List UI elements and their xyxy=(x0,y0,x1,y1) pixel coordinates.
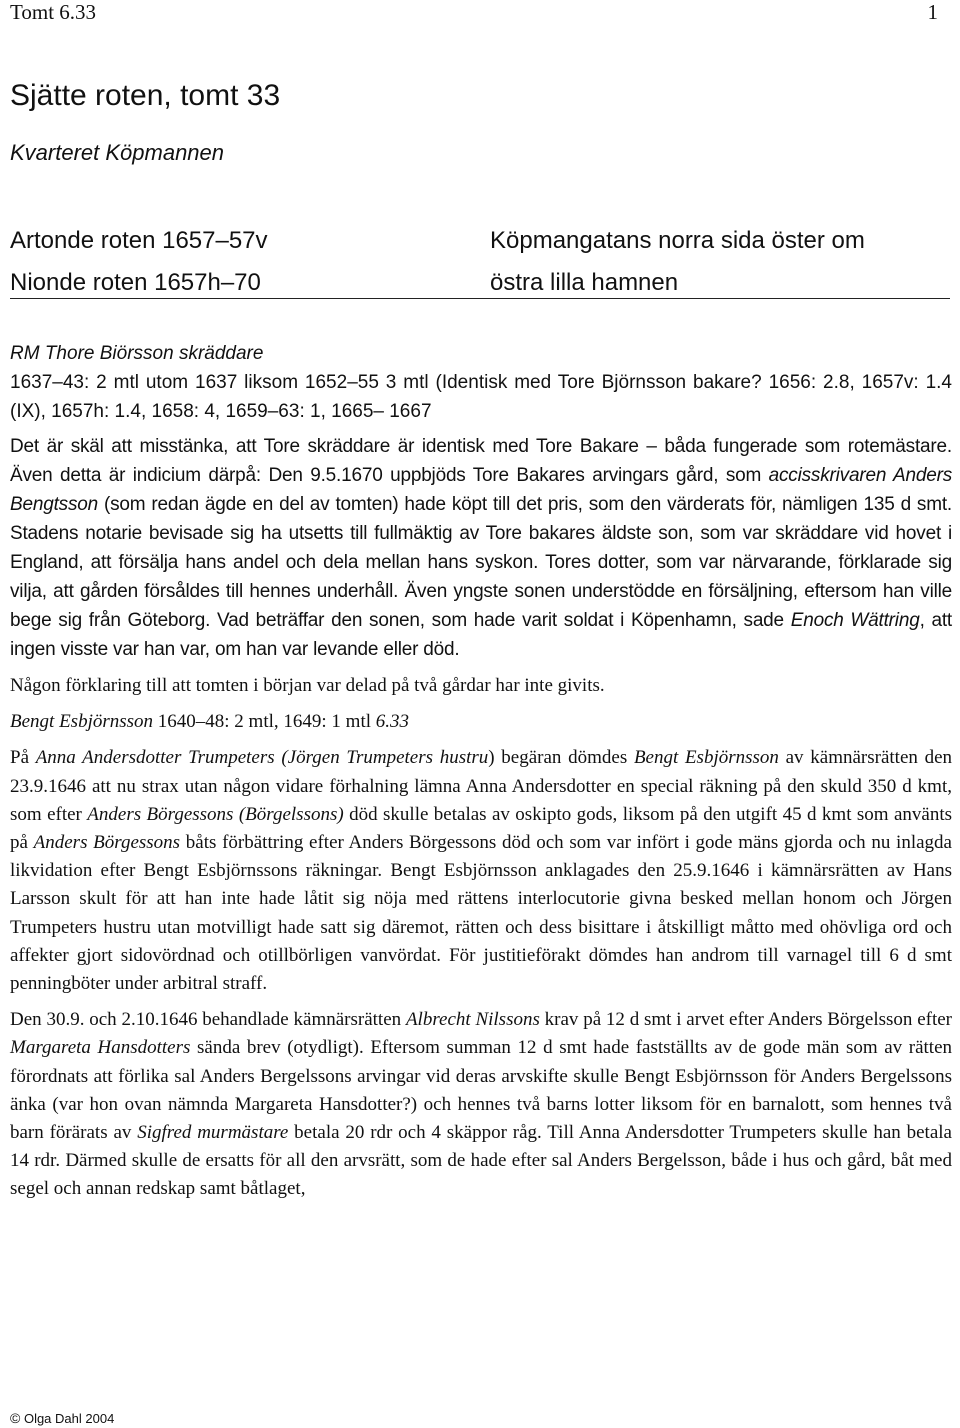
person-name: Anna Andersdotter Trumpeters (Jörgen Trumpeters hustru xyxy=(35,747,489,769)
text-run: Den 30.9. och 2.10.1646 behandlade kämnärsrätten xyxy=(10,1009,406,1031)
text-run: betala 20 rdr och 4 skäppor råg. Till Anna Andersdotter Trumpeters skulle han betala 14 rdr. Därmed skulle de ersatts för all den arvsrätt, som de hade efter sal Anders Bergelsson, både i hus och gård, båt med segel och annan redskap samt båtlaget, xyxy=(10,1122,952,1200)
owner-name: Bengt Esbjörnsson xyxy=(10,711,154,733)
document-body xyxy=(10,340,952,1204)
person-name: Albrecht Nilssons xyxy=(405,1009,540,1031)
text-run: av kämnärsrätten den 23.9.1646 att nu strax utan någon vidare förhalning lämna Anna Andersdotter en special räkning på den skuld 350 d kmt, som efter xyxy=(10,747,953,825)
text-run: sända brev (otydligt). Eftersom summan 12 d smt hade fastställts av de gode män som av rätten förordnats att förlika sal Anders Bergelssons arvingar vid deras arvskifte skulle Bengt Esbjörnsson för Anders Bergelssons änka (var hon ovan nämnda Margareta Hansdotter?) och hennes två barns lotter liksom för en barnalott, som hennes två barn förärats av xyxy=(10,1037,952,1144)
copyright-icon: © xyxy=(10,1410,21,1426)
person-name: Anders Börgessons (Börgelssons) xyxy=(87,803,344,825)
tax-record: 1640–48: 2 mtl, 1649: 1 mtl xyxy=(153,711,376,733)
owner-heading xyxy=(10,708,952,736)
location-info xyxy=(490,220,865,304)
page-subtitle: Kvarteret Köpmannen xyxy=(10,140,225,165)
person-name: Anders Börgessons xyxy=(33,832,181,854)
copyright-text: Olga Dahl 2004 xyxy=(23,1411,115,1426)
paragraph xyxy=(10,1006,952,1203)
person-name: Bengt Esbjörnsson xyxy=(633,747,779,769)
person-name: Enoch Wättring xyxy=(790,610,920,631)
tax-record: 1637–43: 2 mtl utom 1637 liksom 1652–55 3 mtl (Identisk med Tore Björnsson bakare? 1656: 2.8, 1657v: 1.4 (IX), 1657h: 1.4, 1658: 4, 1659–63: 1, 1665– 1667 xyxy=(10,372,952,422)
page-footer xyxy=(10,1410,114,1426)
text-run: På xyxy=(10,747,36,769)
page-number: 1 xyxy=(927,0,938,24)
text-run: (som redan ägde en del av tomten) hade köpt till det pris, som den värderats för, nämligen 135 d smt. Stadens notarie bevisade sig ha utsetts till fullmäktig av Tore bakares äldste son, som var skräddare vid hovet i England, att försälja hans andel och dela mellan hans syskon. Tores dotter, som var närvarande, förklarade sig vilja, att gården försåldes till hennes underhåll. Även yngste sonen understödde en försäljning, eftersom han ville bege sig från Göteborg. Vad beträffar den sonen, som hade varit soldat i Köpenhamn, sade xyxy=(10,494,952,631)
text-run: , att ingen visste var han var, om han var levande eller död. xyxy=(10,610,952,660)
text-run: Det är skäl att misstänka, att Tore skräddare är identisk med Tore Bakare – båda fungerade som rotemästare. Även detta är indicium därpå: Den 9.5.1670 uppbjöds Tore Bakares arvingars gård, som xyxy=(10,436,952,486)
text-run: ) begäran dömdes xyxy=(488,747,634,769)
person-name: Margareta Hansdotters xyxy=(10,1037,191,1059)
person-name: Sigfred murmästare xyxy=(137,1122,289,1144)
district-line-1: Artonde roten 1657–57v xyxy=(10,227,268,254)
owner-heading: RM Thore Biörsson skräddare xyxy=(10,343,264,364)
location-line-2: östra lilla hamnen xyxy=(490,269,679,296)
paragraph xyxy=(10,432,952,664)
district-info xyxy=(10,220,268,304)
plot-reference: 6.33 xyxy=(375,711,410,733)
paragraph: Någon förklaring till att tomten i början var delad på två gårdar har inte givits. xyxy=(10,675,605,696)
text-run: död skulle betalas av oskipto gods, liksom på den utgift 45 d kmt som använts på xyxy=(10,803,952,854)
district-line-2: Nionde roten 1657h–70 xyxy=(10,269,261,296)
page-header xyxy=(10,0,950,24)
page-title: Sjätte roten, tomt 33 xyxy=(10,79,281,112)
person-name: accisskrivaren Anders Bengtsson xyxy=(10,465,952,515)
plot-info-block xyxy=(10,220,950,299)
paragraph xyxy=(10,744,952,998)
text-run: krav på 12 d smt i arvet efter Anders Börgelsson efter xyxy=(539,1009,952,1031)
location-line-1: Köpmangatans norra sida öster om xyxy=(490,227,865,254)
text-run: båts förbättring efter Anders Börgessons död och som var infört i gode mäns gjorda och nu inlagda likvidation efter Bengt Esbjörnssons räkningar. Bengt Esbjörnsson anklagades den 25.9.1646 i kämnärsrätten av Hans Larsson skult för att han inte hade låtit sig nöja med rättens interlocutorie givna besked mellan honom och Jörgen Trumpeters hustru utan motvilligt hade satt sig däremot, rätten och dess bisittare i åtskilligt måtto med ohövliga ord och affekter gjort sidovördnad och otillbörligen vanvördat. För justitieförakt dömdes han androm till varnagel till 6 d smt penningböter under arbitral straff. xyxy=(10,832,952,995)
page-header-label: Tomt 6.33 xyxy=(10,0,97,24)
